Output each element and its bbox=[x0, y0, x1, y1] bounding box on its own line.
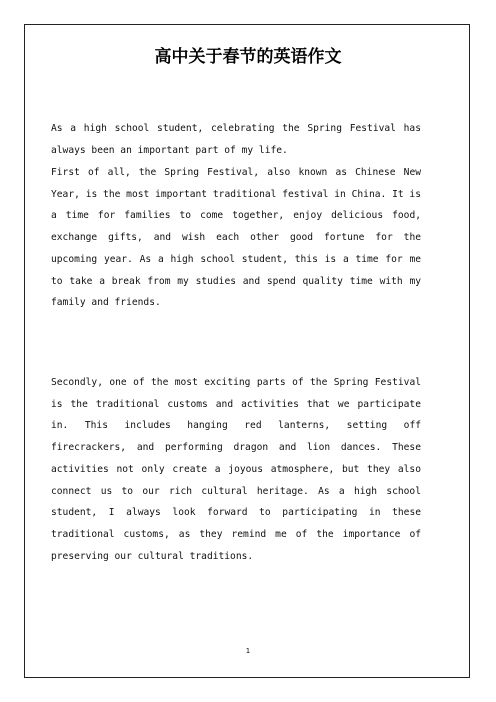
paragraph-second: Secondly, one of the most exciting parts of the Spring Festival is the traditional customs and activities that we participate in. This includes hanging red lanterns, setting off firecrackers, and performing dragon and lion dances. These activities not only create a joyous atmosphere, but they also connect us to our rich cultural heritage. As a high school student, I always look forward to participating in these traditional customs, as they remind me of the importance of preserving our cultural traditions. bbox=[51, 377, 421, 562]
page-number: 1 bbox=[245, 647, 251, 655]
document-title: 高中关于春节的英语作文 bbox=[154, 47, 342, 67]
paragraph-first: First of all, the Spring Festival, also known as Chinese New Year, is the most important traditional festival in China. It is a time for families to come together, enjoy delicious food, exchange gifts, and wish each other good fortune for the upcoming year. As a high school student, this is a time for me to take a break from my studies and spend quality time with my family and friends. bbox=[51, 167, 421, 309]
paragraph-intro: As a high school student, celebrating the Spring Festival has always been an important part of my life. bbox=[51, 123, 421, 156]
